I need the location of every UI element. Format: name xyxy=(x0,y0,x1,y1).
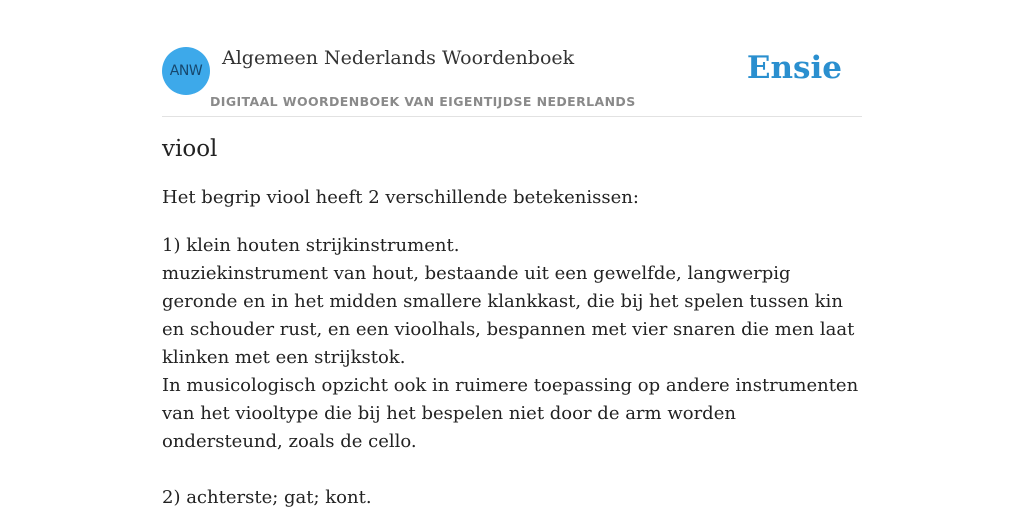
sense-2 xyxy=(162,484,862,512)
sense-note: In musicologisch opzicht ook in ruimere toepassing op andere instrumenten van het viooltype die bij het bespelen niet door de arm worden ondersteund, zoals de cello. xyxy=(162,375,859,452)
entry-intro: Het begrip viool heeft 2 verschillende betekenissen: xyxy=(162,187,639,208)
ensie-brand-link[interactable]: Ensie xyxy=(746,50,842,86)
headword: viool xyxy=(162,136,218,162)
sense-definition: muziekinstrument van hout, bestaande uit een gewelfde, langwerpig geronde en in het midden smallere klankkast, die bij het spelen tussen kin en schouder rust, en een vioolhals, bespannen met vier snaren die men laat klinken met een strijkstok. xyxy=(162,263,855,368)
sense-heading: 1) klein houten strijkinstrument. xyxy=(162,235,460,256)
site-subtitle: DIGITAAL WOORDENBOEK VAN EIGENTIJDSE NEDERLANDS xyxy=(210,94,636,109)
site-title[interactable]: Algemeen Nederlands Woordenboek xyxy=(222,47,575,69)
sense-1 xyxy=(162,232,862,456)
anw-logo[interactable]: ANW xyxy=(162,47,210,95)
entry-content xyxy=(162,136,862,512)
sense-heading: 2) achterste; gat; kont. xyxy=(162,487,372,508)
site-header xyxy=(162,40,862,117)
